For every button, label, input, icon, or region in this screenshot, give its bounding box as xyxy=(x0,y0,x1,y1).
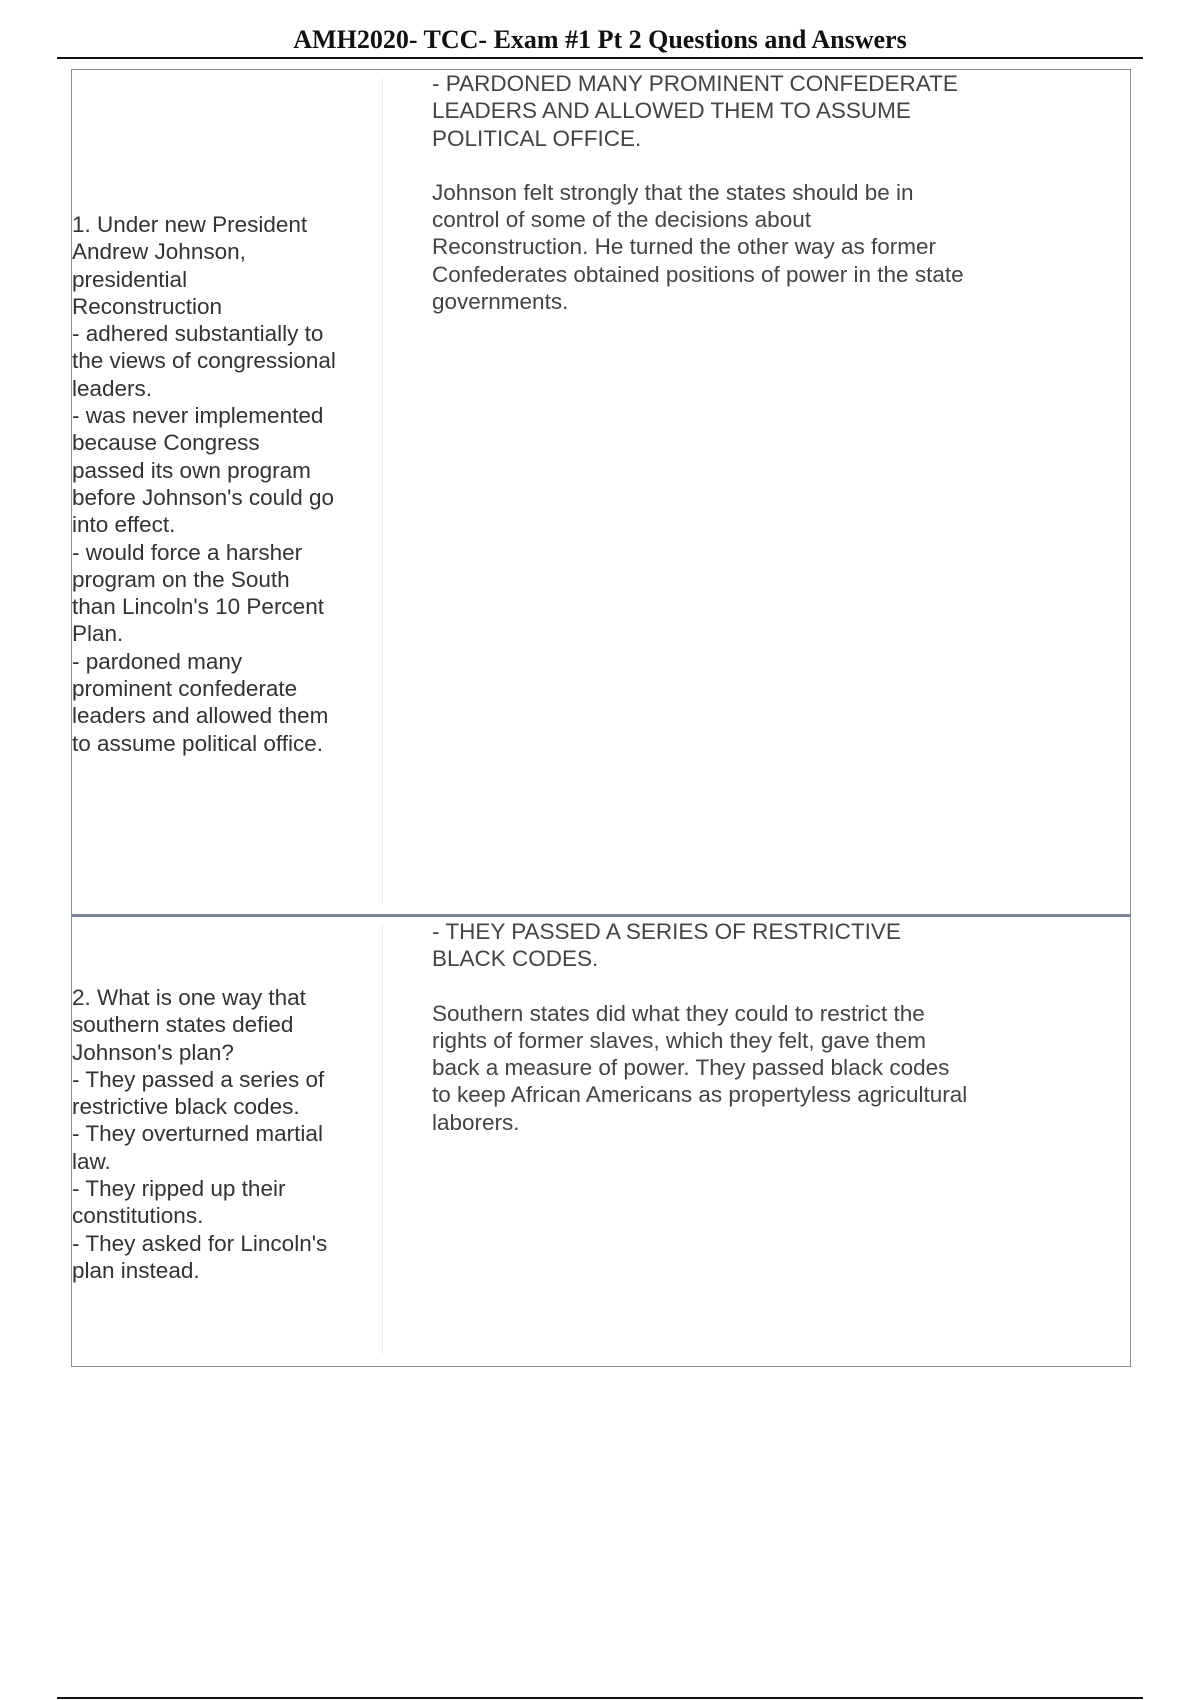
explanation-line: rights of former slaves, which they felt, gave them xyxy=(432,1027,926,1053)
answer-option: because Congress xyxy=(72,430,260,456)
answer-option: before Johnson's could go xyxy=(72,484,334,510)
question-line: southern states defied xyxy=(72,1012,294,1038)
answer-text xyxy=(432,70,1032,315)
correct-answer-line: - PARDONED MANY PROMINENT CONFEDERATE xyxy=(432,71,958,96)
answer-option: - They passed a series of xyxy=(72,1066,325,1092)
answer-option: - They ripped up their xyxy=(72,1176,286,1202)
answer-option: - They asked for Lincoln's xyxy=(72,1230,328,1256)
answer-option: - adhered substantially to xyxy=(72,321,324,347)
answer-option: Plan. xyxy=(72,621,124,647)
answer-option: the views of congressional xyxy=(72,348,336,374)
column-divider xyxy=(382,925,383,1354)
question-line: Johnson's plan? xyxy=(72,1039,234,1065)
question-line: presidential xyxy=(72,266,188,292)
correct-answer-line: POLITICAL OFFICE. xyxy=(432,125,642,151)
question-line: Reconstruction xyxy=(72,293,223,319)
answer-option: - They overturned martial xyxy=(72,1121,323,1147)
correct-answer-line: LEADERS AND ALLOWED THEM TO ASSUME xyxy=(432,98,911,124)
answer-option: plan instead. xyxy=(72,1257,200,1283)
footer-rule xyxy=(57,1697,1143,1699)
answer-option: - was never implemented xyxy=(72,403,324,429)
answer-option: constitutions. xyxy=(72,1203,204,1229)
correct-answer-line: BLACK CODES. xyxy=(432,946,599,972)
answer-option: restrictive black codes. xyxy=(72,1094,300,1120)
answer-option: to assume political office. xyxy=(72,730,323,756)
question-line: Andrew Johnson, xyxy=(72,239,246,265)
answer-option: law. xyxy=(72,1148,111,1174)
explanation-line: back a measure of power. They passed black codes xyxy=(432,1055,950,1081)
explanation-line: Confederates obtained positions of power in the state xyxy=(432,261,964,287)
answer-option: into effect. xyxy=(72,512,176,538)
answer-option: passed its own program xyxy=(72,457,311,483)
answer-option: leaders. xyxy=(72,375,153,401)
question-text xyxy=(72,984,372,1284)
column-divider xyxy=(382,78,383,903)
answer-option: prominent confederate xyxy=(72,676,298,702)
explanation-line: Johnson felt strongly that the states should be in xyxy=(432,179,914,205)
answer-option: - would force a harsher xyxy=(72,539,303,565)
correct-answer-line: - THEY PASSED A SERIES OF RESTRICTIVE xyxy=(432,919,901,944)
answer-text xyxy=(432,918,1032,1136)
explanation-line: to keep African Americans as propertyless agricultural xyxy=(432,1082,968,1108)
question-line: 2. What is one way that xyxy=(72,985,306,1010)
answer-option: leaders and allowed them xyxy=(72,703,329,729)
question-line: 1. Under new President xyxy=(72,212,308,237)
explanation-line: control of some of the decisions about xyxy=(432,207,811,233)
spacer xyxy=(432,152,1032,179)
page-header xyxy=(57,24,1143,59)
explanation-line: Reconstruction. He turned the other way as former xyxy=(432,234,936,260)
answer-option: program on the South xyxy=(72,566,290,592)
answer-option: - pardoned many xyxy=(72,648,243,674)
qa-card-1 xyxy=(71,69,1131,916)
answer-option: than Lincoln's 10 Percent xyxy=(72,594,324,620)
explanation-line: governments. xyxy=(432,289,569,315)
page-title: AMH2020- TCC- Exam #1 Pt 2 Questions and Answers xyxy=(293,25,907,54)
explanation-line: laborers. xyxy=(432,1109,520,1135)
explanation-line: Southern states did what they could to restrict the xyxy=(432,1000,925,1026)
question-text xyxy=(72,211,372,757)
qa-card-2 xyxy=(71,914,1131,1367)
spacer xyxy=(432,973,1032,1000)
